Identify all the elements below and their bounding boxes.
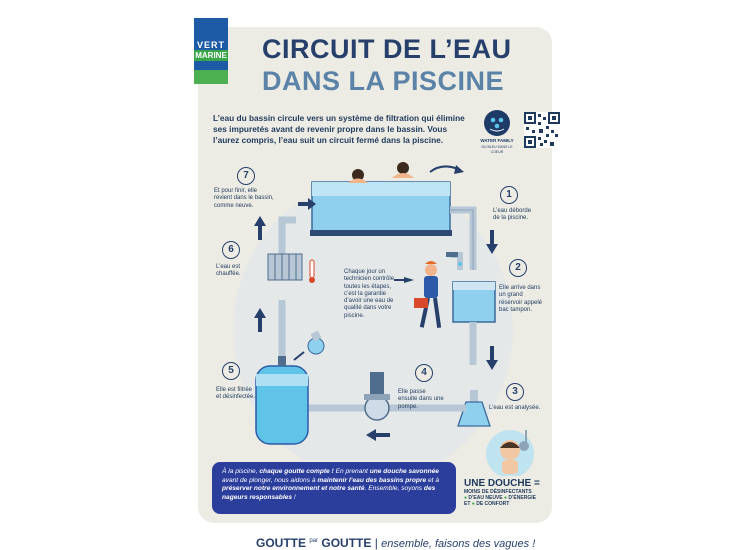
step-number-2: 2 xyxy=(509,259,527,277)
water-family-logo xyxy=(476,110,518,155)
douche-benefits xyxy=(464,478,544,507)
responsibility-message-box xyxy=(212,462,456,514)
logo-line1: VERT xyxy=(196,40,225,50)
heater-radiator-icon xyxy=(268,254,302,280)
message-bold: chaque goutte compte ! xyxy=(259,468,334,475)
water-family-sub: DU BLEU DANS LE COEUR xyxy=(481,145,513,154)
douche-line3-row: ET ● DE CONFORT xyxy=(464,501,510,507)
step-number-7: 7 xyxy=(237,167,255,185)
footer-word1: GOUTTE xyxy=(256,536,306,550)
logo-line2: MARINE xyxy=(195,51,227,60)
douche-title: UNE DOUCHE = xyxy=(464,478,540,489)
message-bold: maintenir l’eau des bassins propre xyxy=(317,476,427,484)
step-text-2: Elle arrive dans un grand réservoir appelé bac tampon. xyxy=(499,285,543,313)
page-title-line2: DANS LA PISCINE xyxy=(262,66,505,96)
step-text-7: Et pour finir, elle revient dans le bassin, comme neuve. xyxy=(214,188,274,209)
step-number-5: 5 xyxy=(222,362,240,380)
douche-line4: ET xyxy=(464,501,471,507)
message-part: . Ensemble, soyons xyxy=(364,485,424,493)
filter-tank-illustration xyxy=(256,356,308,444)
technician-text: Chaque jour un technicien contrôle toutes les étapes, c’est la garantie d’avoir une eau de qualité dans votre piscine. xyxy=(344,269,395,319)
douche-line5: DE CONFORT xyxy=(476,501,510,507)
curved-arrow-top-head-icon xyxy=(454,165,464,174)
step-text-4: Elle passe ensuite dans une pompe. xyxy=(398,389,444,410)
step-number-3: 3 xyxy=(506,383,524,401)
message-part: À la piscine, xyxy=(222,468,260,475)
message-part: En prenant xyxy=(333,468,370,475)
footer-word2: GOUTTE xyxy=(321,536,372,550)
footer-par: par xyxy=(309,538,319,544)
footer-slogan: ensemble, faisons des vagues ! xyxy=(381,538,536,550)
step-text-1: L’eau déborde de la piscine. xyxy=(493,208,532,222)
step-text-3: L’eau est analysée. xyxy=(489,405,541,411)
water-family-emblem-icon xyxy=(484,110,510,136)
douche-line2-row: ● D’EAU NEUVE ● D’ÉNERGIE xyxy=(464,495,536,501)
step-text-5: Elle est filtrée et désinfectée. xyxy=(216,387,256,401)
message-part: avant de plonger, nous aidons à xyxy=(222,476,318,484)
douche-line1: MOINS DE DÉSINFECTANTS xyxy=(464,489,532,495)
water-family-name: WATER FAMILY xyxy=(480,138,514,143)
message-bold: une douche savonnée xyxy=(369,468,439,475)
message-part: et à xyxy=(426,476,440,484)
message-bold: préserver notre environnement et notre santé xyxy=(222,485,365,493)
douche-line3: D’ÉNERGIE xyxy=(508,495,536,501)
step-number-1: 1 xyxy=(500,186,518,204)
qr-code-icon[interactable] xyxy=(524,112,560,148)
step-number-6: 6 xyxy=(222,241,240,259)
shower-child-illustration xyxy=(478,424,542,476)
vert-marine-logo xyxy=(194,18,228,84)
message-bold: des nageurs responsables xyxy=(222,485,436,501)
step-number-4: 4 xyxy=(415,364,433,382)
thermometer-icon xyxy=(309,260,315,283)
pool-illustration xyxy=(310,162,452,236)
footer-separator: | xyxy=(371,536,382,550)
logo-green-band xyxy=(194,70,228,84)
step-text-6: L’eau est chauffée. xyxy=(216,264,241,278)
page-title-line1: CIRCUIT DE L’EAU xyxy=(262,34,512,64)
message-part: ! xyxy=(292,493,296,501)
footer-tagline xyxy=(256,536,535,550)
douche-line2: D’EAU NEUVE xyxy=(468,495,503,501)
intro-text: L’eau du bassin circule vers un système de filtration qui élimine ses impuretés avant de revenir propre dans le bassin. Vous l’aurez compris, l’eau suit un circuit fermé dans la piscine. xyxy=(213,113,465,145)
